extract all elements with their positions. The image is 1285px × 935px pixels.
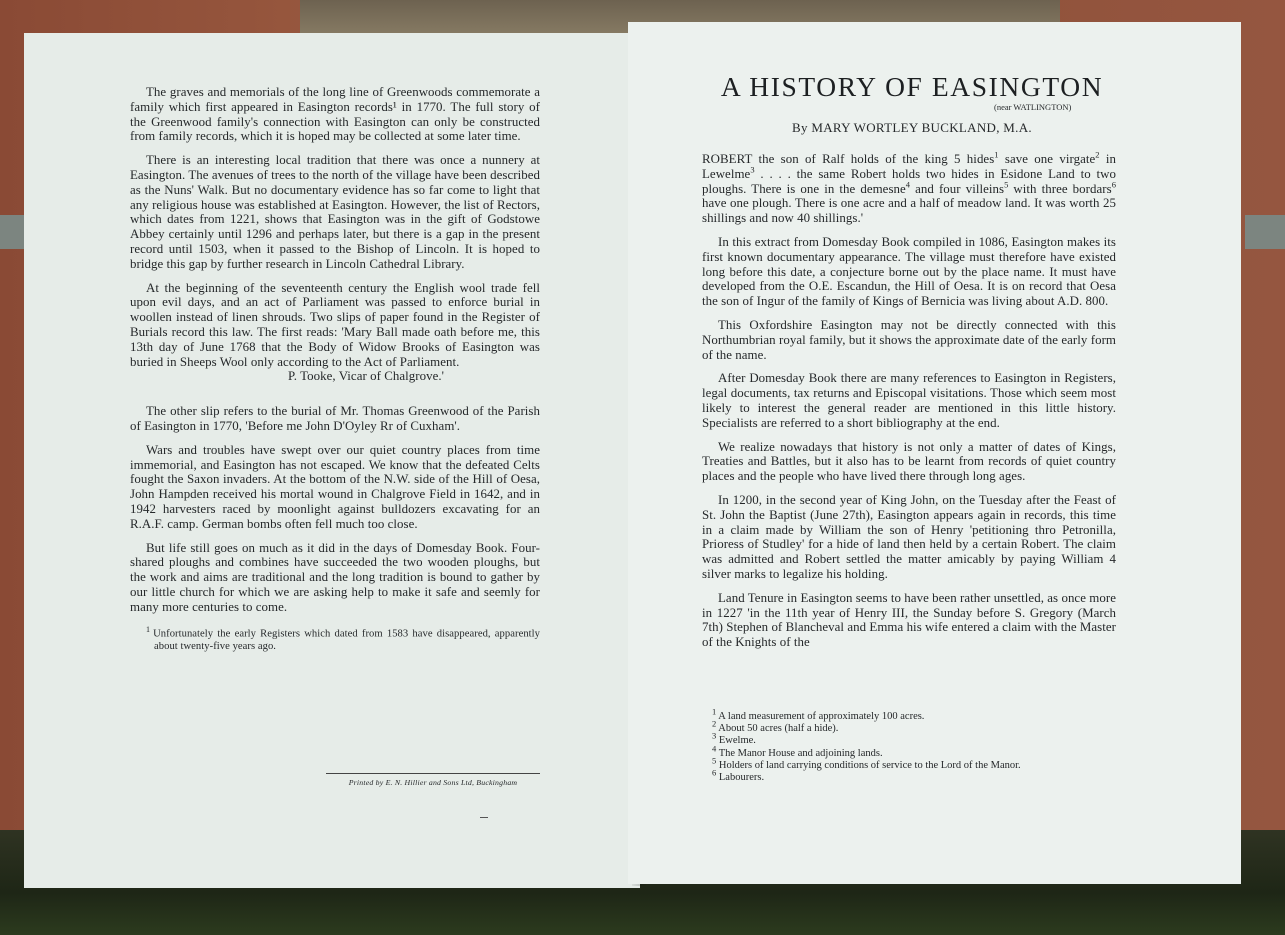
footnote <box>712 755 1132 772</box>
footnote-text: Ewelme. <box>718 735 756 747</box>
left-text-column <box>130 85 540 653</box>
footnote <box>712 706 1132 723</box>
paragraph: We realize nowadays that history is not only a matter of dates of Kings, Treaties and Battles, but it also has to be learnt from records of quiet country places and the people who have lived there through long ages. <box>702 439 1116 484</box>
footnote-number: 1 <box>146 624 151 634</box>
quote-text: have one plough. There is one acre and a half of meadow land. It was worth 25 shillings and now 40 shillings.' <box>702 196 1116 226</box>
paragraph: There is an interesting local tradition that there was once a nunnery at Easington. The avenues of trees to the north of the village have been described as the Nuns' Walk. But no documentary evidence has so far come to light that any religious house was established at Easington. However, the list of Rectors, which dates from 1221, shows that Easington was in the gift of Godstowe Abbey certainly until 1296 and perhaps later, but there is a gap in the present record until 1503, when it passed to the Bishop of Lincoln. It is hoped to bridge this gap by further research in Lincoln Cathedral Library. <box>130 153 540 271</box>
left-page <box>24 33 640 888</box>
quote-text: . . . . the same Robert holds two hides in Esidone Land to two ploughs. There is one in the demesne <box>702 166 1116 196</box>
footnote-ref: 3 <box>750 164 755 175</box>
footnote-text: Unfortunately the early Registers which dated from 1583 have disappeared, apparently about twenty-five years ago. <box>153 628 540 652</box>
author-byline: By MARY WORTLEY BUCKLAND, M.A. <box>792 120 1032 135</box>
paragraph: Wars and troubles have swept over our quiet country places from time immemorial, and Easington has not escaped. We know that the defeated Celts fought the Saxon invaders. At the bottom of the N.W. side of the Hill of Oesa, John Hampden received his mortal wound in Chalgrove Field in 1642, and in 1942 harvesters raced by moonlight against bulldozers excavating for an R.A.F. camp. German bombs often fell much too close. <box>130 442 540 531</box>
footnote-ref: 4 <box>905 179 911 190</box>
quote-text: ROBERT the son of Ralf holds of the king 5 hides <box>702 152 995 166</box>
domesday-quote <box>702 149 1116 226</box>
footnote <box>712 730 1132 747</box>
footnote-number: 5 <box>712 755 717 766</box>
footnote <box>712 767 1132 784</box>
right-text-column <box>702 149 1116 659</box>
footnote-number: 2 <box>712 718 717 729</box>
footnote-text: A land measurement of approximately 100 acres. <box>718 711 925 722</box>
printer-credit: Printed by E. N. Hillier and Sons Ltd, Buckingham <box>326 773 540 787</box>
quote-text: save one virgate <box>998 152 1096 166</box>
signature-line: P. Tooke, Vicar of Chalgrove.' <box>288 369 444 384</box>
paragraph: After Domesday Book there are many references to Easington in Registers, legal documents, tax returns and Episcopal visitations. Those which seem most likely to interest the general reader are mentioned in this little history. Specialists are referred to a short bibliography at the end. <box>702 371 1116 430</box>
paragraph: In this extract from Domesday Book compiled in 1086, Easington makes its first known documentary appearance. The village must therefore have existed long before this date, a conjecture borne out by the place name. It must have developed from the O.E. Escandun, the Hill of Oesa. It is on record that Oesa the son of Ingur of the family of Kings of Bernicia was living about A.D. 800. <box>702 234 1116 309</box>
footnote-ref: 1 <box>994 149 999 160</box>
page-title: A HISTORY OF EASINGTON <box>720 71 1104 102</box>
footnote-text: The Manor House and adjoining lands. <box>718 747 883 759</box>
paragraph: This Oxfordshire Easington may not be directly connected with this Northumbrian royal family, but it shows the approximate date of the early form of the name. <box>702 317 1116 362</box>
paragraph: The graves and memorials of the long line of Greenwoods commemorate a family which first appeared in Easington records¹ in 1770. The full story of the Greenwood family's connection with Easington can only be constructed from family records, which it is hoped may be collected at some later time. <box>130 85 540 144</box>
right-page <box>628 22 1241 884</box>
footnote-number: 4 <box>712 743 717 754</box>
quote-text: in Lewelme <box>702 152 1116 181</box>
footnotes <box>712 706 1132 784</box>
footnote <box>138 624 540 654</box>
footnote-number: 6 <box>712 767 717 778</box>
footnote-text: About 50 acres (half a hide). <box>718 723 839 735</box>
footnote <box>712 718 1132 735</box>
footnote-text: Holders of land carrying conditions of service to the Lord of the Manor. <box>718 759 1021 771</box>
paragraph: The other slip refers to the burial of Mr. Thomas Greenwood of the Parish of Easington in 1770, 'Before me John D'Oyley Rr of Cuxham'. <box>130 404 540 433</box>
footnote-text: Labourers. <box>718 772 765 784</box>
paragraph: But life still goes on much as it did in the days of Domesday Book. Four-shared ploughs and combines have succeeded the two wooden ploughs, but the work and aims are traditional and the long tradition is bound to gather by our little church for which we are asking help to make it safe and seemly for many more centuries to come. <box>130 540 540 614</box>
quote-text: and four villeins <box>910 181 1005 196</box>
dash-mark <box>480 817 488 818</box>
footnote-number: 3 <box>712 730 717 741</box>
paragraph: In 1200, in the second year of King John, on the Tuesday after the Feast of St. John the Baptist (June 27th), Easington appears again in records, this time in a claim made by William the son of Henry 'petitioning thro Petronilla, Prioress of Studley' for a hide of land then held by a certain Robert. The claim was admitted and Robert settled the matter amicably by paying William 4 silver marks to legalize his holding. <box>702 492 1116 581</box>
page-subtitle: (near WATLINGTON) <box>994 102 1072 112</box>
mortar-line-right <box>1245 215 1285 249</box>
footnote-number: 1 <box>712 706 717 717</box>
footnote-ref: 5 <box>1004 179 1009 190</box>
quote-text: with three bordars <box>1008 181 1112 196</box>
footnote <box>712 743 1132 760</box>
paragraph: At the beginning of the seventeenth century the English wool trade fell upon evil days, and an act of Parliament was passed to enforce burial in woollen instead of linen shrouds. Two slips of paper found in the Register of Burials record this law. The first reads: 'Mary Ball made oath before me, this 13th day of June 1768 that the Body of Widow Brooks of Easington was buried in Sheeps Wool only according to the Act of Parliament. <box>130 280 540 369</box>
footnote-ref: 2 <box>1095 149 1100 160</box>
paragraph: Land Tenure in Easington seems to have been rather unsettled, as once more in 1227 'in the 11th year of Henry III, the Sunday before S. Gregory (March 7th) Stephen of Blancheval and Emma his wife entered a claim with the Master of the Knights of the <box>702 590 1116 650</box>
footnote-ref: 6 <box>1111 179 1116 190</box>
